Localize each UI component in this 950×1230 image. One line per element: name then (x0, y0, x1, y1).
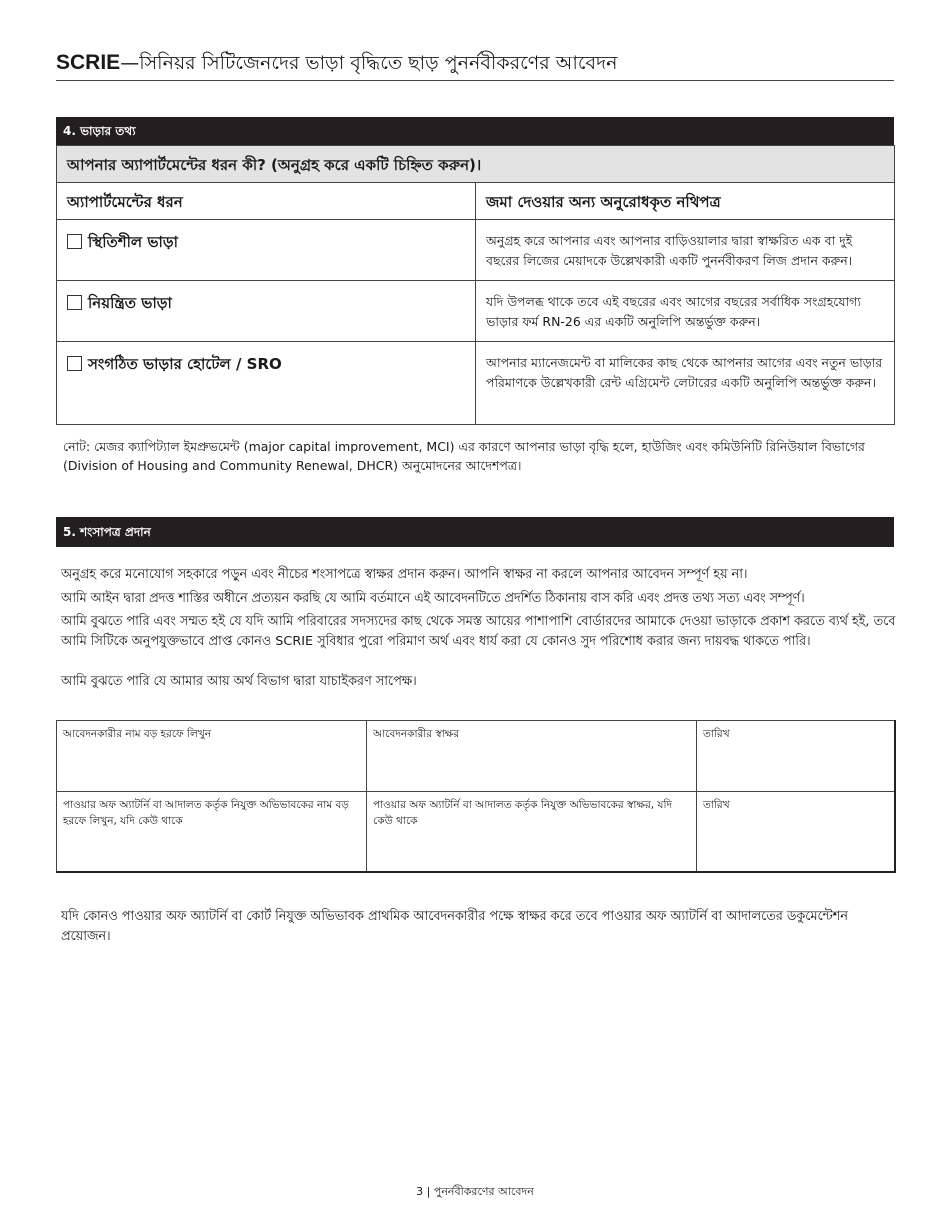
field-label: আবেদনকারীর স্বাক্ষর (373, 728, 460, 740)
page-footer: 3 | পুনর্নবীকরণের আবেদন (416, 1185, 534, 1198)
verification-paragraph: আমি বুঝতে পারি যে আমার আয় অর্থ বিভাগ দ্বারা যাচাইকরণ সাপেক্ষ। (61, 674, 417, 689)
field-label: তারিখ (703, 728, 730, 740)
option-rent-controlled[interactable] (57, 281, 476, 342)
required-docs-text: যদি উপলব্ধ থাকে তবে এই বছরের এবং আগের বছরের সর্বাধিক সংগ্রহযোগ্য ভাড়ার ফর্ম RN-26 এর একটি অনুলিপি অন্তর্ভুক্ত করুন। (476, 281, 895, 342)
field-label: পাওয়ার অফ অ্যাটর্নি বা আদালত কর্তৃক নিযুক্ত অভিভাবকের স্বাক্ষর, যদি কেউ থাকে (373, 799, 672, 827)
field-label: আবেদনকারীর নাম বড় হরফে লিখুন (63, 728, 212, 740)
liability-paragraph: আমি বুঝতে পারি এবং সম্মত হই যে যদি আমি পরিবারের সদস্যদের কাছ থেকে সমস্ত আয়ের পাশাপাশি বোর্ডারদের আমাকে দেওয়া ভাড়াকে প্রকাশ করতে ব্যর্থ হই, তবে আমি সিটিকে অনুপযুক্তভাবে প্রাপ্ত কোনও SCRIE সুবিধার পুরো পরিমাণ অর্থ এবং ধার্য করা যে কোনও সুদ পরিশোধ করার জন্য দায়বদ্ধ থাকতে পারি। (61, 614, 896, 649)
column-header-type: অ্যাপার্টমেন্টের ধরন (57, 183, 476, 220)
rent-info-table (56, 145, 895, 425)
section-4-heading: 4. ভাড়ার তথ্য (56, 117, 894, 145)
option-label: নিয়ন্ত্রিত ভাড়া (88, 294, 172, 312)
column-header-docs: জমা দেওয়ার অন্য অনুরোধকৃত নথিপত্র (476, 183, 895, 220)
page-title (56, 50, 894, 81)
applicant-date-field[interactable] (697, 721, 895, 792)
poa-date-field[interactable] (697, 792, 895, 872)
brand-name: SCRIE (56, 51, 121, 74)
option-hotel-sro[interactable] (57, 342, 476, 425)
poa-name-field[interactable] (57, 792, 367, 872)
checkbox-rent-controlled[interactable] (67, 295, 82, 310)
title-text: —সিনিয়র সিটিজেনদের ভাড়া বৃদ্ধিতে ছাড় পুনর্নবীকরণের আবেদন (120, 52, 618, 74)
field-label: তারিখ (703, 799, 730, 811)
section-5-heading: 5. শংসাপত্র প্রদান (56, 517, 894, 547)
applicant-signature-field[interactable] (367, 721, 697, 792)
checkbox-hotel-sro[interactable] (67, 356, 82, 371)
option-label: স্থিতিশীল ভাড়া (88, 233, 178, 251)
instruction-paragraph: অনুগ্রহ করে মনোযোগ সহকারে পড়ুন এবং নীচের শংসাপত্রে স্বাক্ষর প্রদান করুন। আপনি স্বাক্ষর না করলে আপনার আবেদন সম্পূর্ণ হয় না। (61, 567, 748, 582)
poa-signature-field[interactable] (367, 792, 697, 872)
mci-note: নোট: মেজর ক্যাপিট্যাল ইমপ্রুভমেন্ট (major capital improvement, MCI) এর কারণে আপনার ভাড়া বৃদ্ধি হলে, হাউজিং এবং কমিউনিটি রিনিউয়াল বিভাগের (Division of Housing and Community Renewal, DHCR) অনুমোদনের আদেশপত্র। (63, 439, 865, 473)
certification-paragraph: আমি আইন দ্বারা প্রদত্ত শাস্তির অধীনে প্রত্যয়ন করছি যে আমি বর্তমানে এই আবেদনটিতে প্রদর্শিত ঠিকানায় বাস করি এবং প্রদত্ত তথ্য সত্য এবং সম্পূর্ণ। (61, 591, 805, 606)
required-docs-text: অনুগ্রহ করে আপনার এবং আপনার বাড়িওয়ালার দ্বারা স্বাক্ষরিত এক বা দুই বছরের লিজের মেয়াদকে উল্লেখকারী একটি পুনর্নবীকরণ লিজ প্রদান করুন। (476, 220, 895, 281)
signature-table (56, 720, 896, 873)
applicant-name-field[interactable] (57, 721, 367, 792)
required-docs-text: আপনার ম্যানেজমেন্ট বা মালিকের কাছ থেকে আপনার আগের এবং নতুন ভাড়ার পরিমাণকে উল্লেখকারী রেন্ট এগ্রিমেন্ট লেটারের একটি অনুলিপি অন্তর্ভুক্ত করুন। (476, 342, 895, 425)
field-label: পাওয়ার অফ অ্যাটর্নি বা আদালত কর্তৃক নিযুক্ত অভিভাবকের নাম বড় হরফে লিখুন, যদি কেউ থাকে (63, 799, 349, 827)
option-label: সংগঠিত ভাড়ার হোটেল / SRO (88, 355, 282, 373)
option-rent-stabilized[interactable] (57, 220, 476, 281)
poa-footnote: যদি কোনও পাওয়ার অফ অ্যাটর্নি বা কোর্ট নিযুক্ত অভিভাবক প্রাথমিক আবেদনকারীর পক্ষে স্বাক্ষর করে তবে পাওয়ার অফ অ্যাটর্নি বা আদালতের ডকুমেন্টেশন প্রয়োজন। (61, 909, 848, 944)
checkbox-rent-stabilized[interactable] (67, 234, 82, 249)
apartment-type-question: আপনার অ্যাপার্টমেন্টের ধরন কী? (অনুগ্রহ করে একটি চিহ্নিত করুন)। (57, 146, 895, 183)
